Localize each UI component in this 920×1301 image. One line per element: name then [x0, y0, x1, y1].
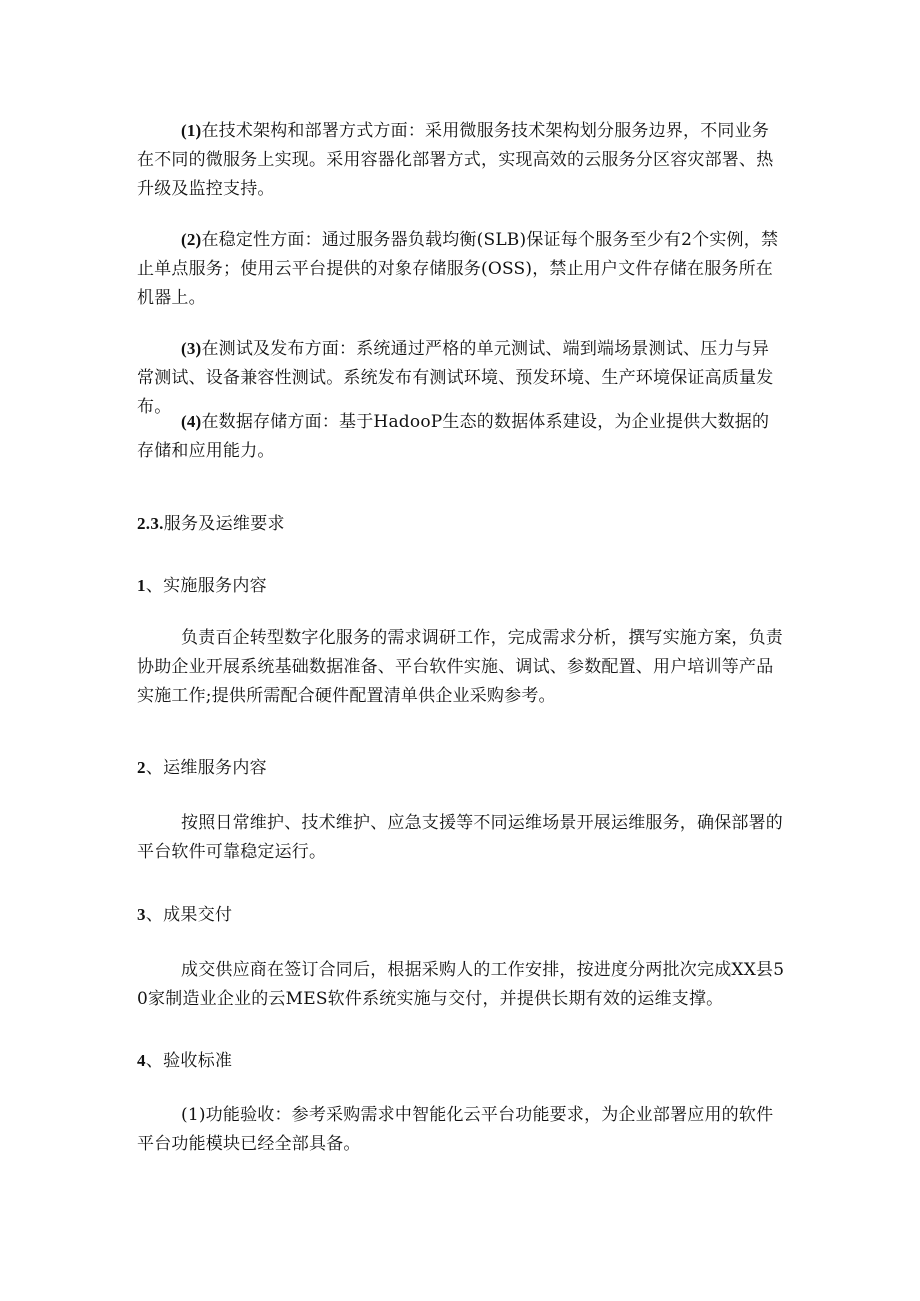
subsection-number: 4 [137, 1051, 146, 1070]
subsection-separator: 、 [145, 758, 164, 778]
tech-item-4 [137, 407, 785, 466]
item-text: 在数据存储方面：基于HadooP生态的数据体系建设，为企业提供大数据的存储和应用能力。 [137, 412, 770, 461]
subsection-title: 运维服务内容 [163, 758, 267, 778]
item-number: (1) [181, 121, 202, 140]
subsection-heading-3 [137, 903, 232, 927]
subsection-heading-2 [137, 756, 267, 780]
subsection-title: 实施服务内容 [163, 576, 267, 596]
item-number: (4) [181, 412, 202, 431]
subsection-number: 3 [137, 905, 146, 924]
subsection-body-2 [137, 809, 785, 867]
section-number: 2.3. [137, 514, 164, 533]
subsection-title: 验收标准 [163, 1051, 233, 1071]
subsection-title: 成果交付 [163, 905, 233, 925]
item-text: 在技术架构和部署方式方面：采用微服务技术架构划分服务边界，不同业务在不同的微服务上实现。采用容器化部署方式，实现高效的云服务分区容灾部署、热升级及监控支持。 [137, 121, 774, 199]
item-text: 在稳定性方面：通过服务器负载均衡(SLB)保证每个服务至少有2个实例，禁止单点服务；使用云平台提供的对象存储服务(OSS)，禁止用户文件存储在服务所在机器上。 [137, 230, 779, 308]
subsection-body-1 [137, 624, 785, 711]
item-number: (3) [181, 339, 202, 358]
subsection-heading-1 [137, 574, 267, 598]
tech-item-1 [137, 116, 785, 204]
subsection-number: 2 [137, 758, 146, 777]
subsection-number: 1 [137, 576, 146, 595]
subsection-body-3 [137, 956, 785, 1014]
section-heading [137, 512, 285, 536]
body-text: (1)功能验收：参考采购需求中智能化云平台功能要求，为企业部署应用的软件平台功能模块已经全部具备。 [137, 1105, 774, 1154]
item-number: (2) [181, 230, 202, 249]
body-text: 成交供应商在签订合同后，根据采购人的工作安排，按进度分两批次完成XX县50家制造业企业的云MES软件系统实施与交付，并提供长期有效的运维支撑。 [137, 960, 785, 1009]
body-text: 负责百企转型数字化服务的需求调研工作，完成需求分析，撰写实施方案，负责协助企业开展系统基础数据准备、平台软件实施、调试、参数配置、用户培训等产品实施工作;提供所需配合硬件配置清单供企业采购参考。 [137, 628, 783, 706]
section-title: 服务及运维要求 [163, 514, 285, 534]
subsection-body-4 [137, 1101, 785, 1159]
subsection-separator: 、 [145, 905, 164, 925]
tech-item-2 [137, 225, 785, 313]
subsection-separator: 、 [145, 576, 164, 596]
subsection-heading-4 [137, 1049, 232, 1073]
body-text: 按照日常维护、技术维护、应急支援等不同运维场景开展运维服务，确保部署的平台软件可靠稳定运行。 [137, 813, 783, 862]
item-text: 在测试及发布方面：系统通过严格的单元测试、端到端场景测试、压力与异常测试、设备兼容性测试。系统发布有测试环境、预发环境、生产环境保证高质量发布。 [137, 339, 774, 417]
subsection-separator: 、 [145, 1051, 164, 1071]
